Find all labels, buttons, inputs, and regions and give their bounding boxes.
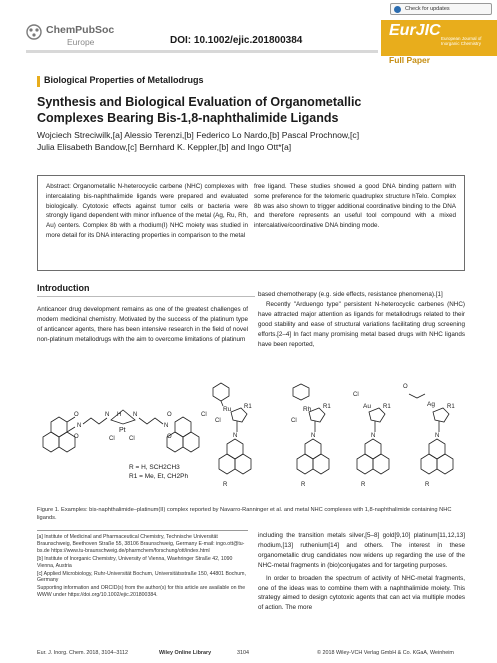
- au-complex: [353, 392, 391, 488]
- atom-n: N: [133, 412, 138, 418]
- chemical-structures-diagram: [37, 372, 465, 492]
- metal-pt: Pt: [119, 427, 126, 434]
- metal-ru: Ru: [223, 406, 232, 413]
- article-title: [37, 94, 467, 126]
- atom-r1: R1: [383, 404, 391, 410]
- metal-ag: Ag: [427, 401, 435, 408]
- metal-rh: Rh: [303, 406, 312, 413]
- naphthalimide-right: [167, 417, 199, 452]
- check-for-updates-button[interactable]: [390, 3, 492, 15]
- atom-r: R: [223, 482, 228, 488]
- atom-n: N: [77, 423, 82, 429]
- atom-n: N: [233, 433, 238, 439]
- affiliation-footnotes: [37, 530, 248, 600]
- atom-r: R: [301, 482, 306, 488]
- atom-cl: Cl: [215, 418, 221, 424]
- pt-chelate-ring: [111, 410, 138, 424]
- atom-r1: R1: [447, 404, 455, 410]
- atom-o: O: [167, 412, 172, 418]
- article-type-label: Full Paper: [389, 55, 431, 65]
- title-line-2: Complexes Bearing Bis-1,8-naphthalimide Ligands: [37, 111, 339, 125]
- atom-r1: R1: [244, 404, 252, 410]
- figure-1: [37, 372, 465, 492]
- intro-right-paragraph-2: Recently "Arduengo type" persistent N-heterocyclic carbenes (NHC) have attracted major attention as ligands for metallodrugs related to their good stability and ease of structural variations facilitating drug screening efforts.[2–4] In fact many promising metal based drugs with NHC ligands have been reported,: [258, 300, 465, 348]
- atom-r: R: [361, 482, 366, 488]
- bottom-right-text: [258, 531, 465, 613]
- chain-right: [139, 418, 163, 424]
- chempubsoc-logo-icon: [26, 24, 42, 40]
- atom-o: O: [74, 412, 79, 418]
- supporting-info-note[interactable]: Supporting information and ORCID(s) from the author(s) for this article are available on the WWW under https://doi.org/10.1002/ejic.201800384.: [37, 585, 246, 599]
- atom-r1: R1: [323, 404, 331, 410]
- intro-left-text: Anticancer drug development remains as one of the greatest challenges of modern medicinal chemistry. Motivated by the success of the platinum type of anticancer agents, there has been intensive research in the field of novel non-platinum metallodrugs with the aim to overcome limitations of platinum: [37, 306, 248, 343]
- introduction-title: Introduction: [37, 283, 90, 293]
- atom-cl: Cl: [129, 436, 135, 442]
- doi-text: DOI: 10.1002/ejic.201800384: [170, 35, 303, 46]
- publisher-sub: Europe: [67, 37, 95, 47]
- footer-copyright: © 2018 Wiley-VCH Verlag GmbH & Co. KGaA, Weinheim: [317, 650, 454, 656]
- author-list: [37, 130, 477, 153]
- title-line-1: Synthesis and Biological Evaluation of Organometallic: [37, 95, 362, 109]
- journal-long: European Journal of Inorganic Chemistry: [441, 36, 482, 46]
- article-type: [381, 57, 497, 67]
- introduction-rule: [37, 296, 255, 297]
- publisher-logo: [26, 22, 156, 62]
- check-updates-label: Check for updates: [405, 6, 450, 12]
- atom-n: N: [164, 423, 169, 429]
- atom-h: H: [117, 412, 122, 418]
- abstract-box: [37, 175, 465, 271]
- atom-o: O: [403, 384, 408, 390]
- footnote-b: [b] Institute of Inorganic Chemistry, University of Vienna, Waehringer Straße 42, 1090 Vienna, Austria: [37, 555, 233, 569]
- atom-n: N: [371, 433, 376, 439]
- figure-r-definition: R = H, SCH2CH3: [129, 464, 180, 471]
- abstract-left-column: Abstract: Organometallic N-heterocyclic carbene (NHC) complexes with intercalating bis-naphthalimide ligands were prepared and evaluated biologically. Cytotoxic effects against tumor cells or bacteria were strongly ligand dependent with minor influence of the metal (Ag, Ru, Rh, Au) centers. Complex 8b with a rhodium(I) NHC moiety was studied in more detail for its DNA interacting properties in comparison to the metal: [46, 183, 248, 239]
- journal-logo: [381, 20, 497, 56]
- atom-o: O: [74, 434, 79, 440]
- ag-complex: [403, 384, 455, 488]
- atom-cl: Cl: [109, 436, 115, 442]
- atom-n: N: [311, 433, 316, 439]
- footnote-c: [c] Applied Microbiology, Ruhr-Universität Bochum, Universitätsstraße 150, 44801 Bochum, Germany: [37, 570, 246, 584]
- footer-citation: Eur. J. Inorg. Chem. 2018, 3104–3112: [37, 650, 129, 656]
- intro-right-text: [258, 290, 465, 349]
- publisher-name: ChemPubSoc: [46, 24, 115, 36]
- atom-cl: Cl: [353, 392, 359, 398]
- right-bottom-paragraph-2: In order to broaden the spectrum of activity of NHC-metal fragments, one of the ideas was to combine them with a naphthalimide moiety. This strategy aimed to design cytotoxic agents that can act via multiple modes of action. The more: [258, 574, 465, 612]
- section-tag-bar: [37, 76, 40, 87]
- atom-cl: Cl: [201, 412, 207, 418]
- ru-complex: [201, 383, 252, 488]
- authors-line-2: Julia Elisabeth Bandow,[c] Bernhard K. Keppler,[b] and Ingo Ott*[a]: [37, 141, 292, 152]
- introduction-heading: [37, 283, 255, 297]
- journal-short: EurJIC: [389, 22, 441, 39]
- authors-line-1: Wojciech Streciwilk,[a] Alessio Terenzi,[b] Federico Lo Nardo,[b] Pascal Prochnow,[c]: [37, 130, 360, 140]
- rh-complex: [291, 384, 331, 488]
- section-label: Biological Properties of Metallodrugs: [44, 75, 204, 85]
- right-bottom-paragraph-1: including the transition metals silver,[5–8] gold[9,10] platinum[11,12,13] rhodium,[13] ruthenium[14] and others. The interest in these organometallic drug candidates now widens up regarding the use of the NHC-metal fragments in (bio)conjugates and for targeting purposes.: [258, 532, 465, 569]
- abstract-right-column: free ligand. These studies showed a good DNA binding pattern with some preference for the telomeric quadruplex structure hTelo. Complex 8b was also shown to trigger additional coordinative binding to the DNA and therefore represents an useful tool compound with a mixed intercalative/coordinative DNA binding mode.: [254, 183, 456, 230]
- metal-au: Au: [363, 403, 371, 410]
- header-divider: [26, 50, 378, 53]
- page-footer: [37, 650, 465, 660]
- figure-r1-definition: R1 = Me, Et, CH2Ph: [129, 473, 189, 480]
- atom-r: R: [425, 482, 430, 488]
- atom-cl: Cl: [291, 418, 297, 424]
- atom-n: N: [105, 412, 110, 418]
- figure-caption: Figure 1. Examples: bis-naphthalimide–platinum(II) complex reported by Navarro-Ranninger et al. and metal NHC complexes with 1,8-naphthalimide containing NHC ligands.: [37, 507, 452, 521]
- atom-n: N: [435, 433, 440, 439]
- footer-page-number: 3104: [237, 650, 249, 656]
- naphthalimide-left: [43, 417, 75, 452]
- footnote-a: [a] Institute of Medicinal and Pharmaceutical Chemistry, Technische Universität Braunschweig, Beethoven Straße 55, 38106 Braunschweig, Germany E-mail: ingo.ott@tu-bs.de https://www.tu-braunschweig.de/pharmchem/forschung/ott/index.html: [37, 534, 245, 554]
- atom-o: O: [167, 434, 172, 440]
- footer-library-link[interactable]: Wiley Online Library: [159, 650, 212, 656]
- chain-left: [83, 418, 107, 424]
- intro-right-paragraph-1: based chemotherapy (e.g. side effects, resistance phenomena).[1]: [258, 291, 443, 298]
- update-icon: [394, 6, 401, 13]
